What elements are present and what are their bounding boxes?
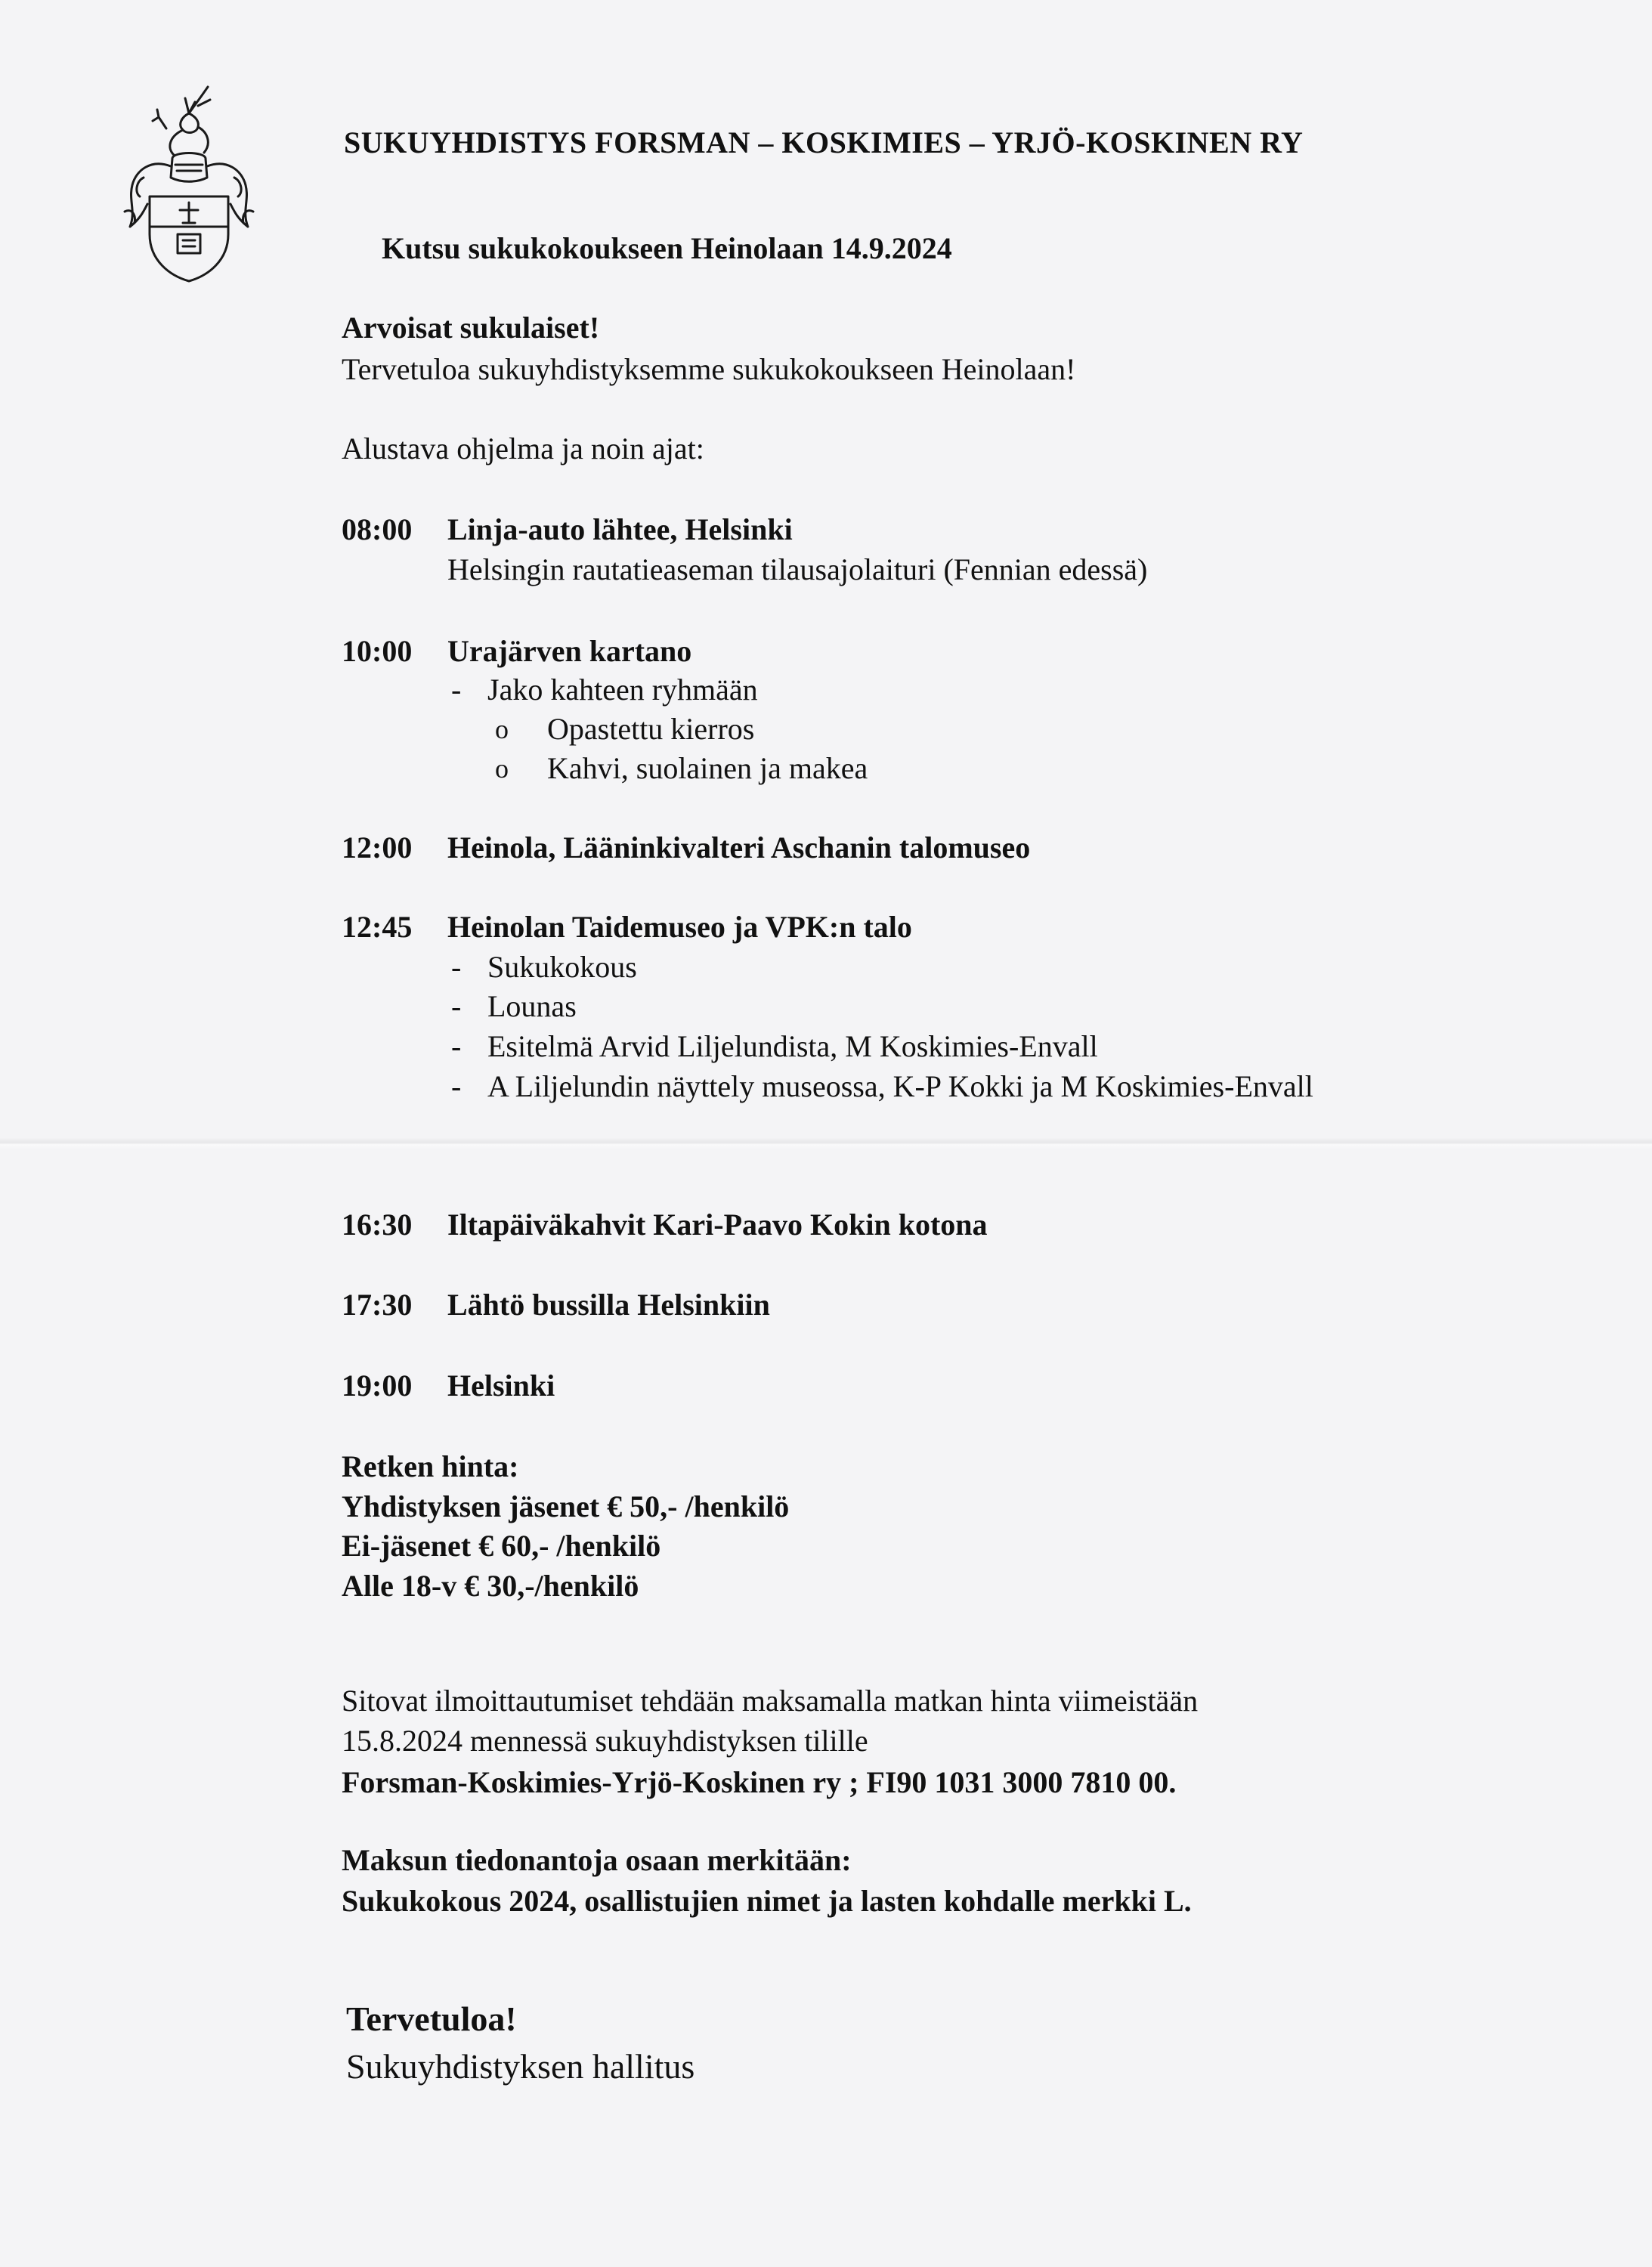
price-line: Ei-jäsenet € 60,- /henkilö: [342, 1529, 661, 1563]
registration-text: 15.8.2024 mennessä sukuyhdistyksen tilille: [342, 1724, 868, 1758]
schedule-title: Heinolan Taidemuseo ja VPK:n talo: [447, 910, 912, 944]
price-heading: Retken hinta:: [342, 1449, 519, 1483]
bullet-dash: -: [451, 1029, 462, 1063]
closing-welcome: Tervetuloa!: [346, 1999, 517, 2038]
organization-title: SUKUYHDISTYS FORSMAN – KOSKIMIES – YRJÖ-KOSKINEN RY: [344, 125, 1304, 159]
schedule-detail: Helsingin rautatieaseman tilausajolaituri (Fennian edessä): [447, 552, 1148, 586]
bullet-circle: o: [495, 753, 509, 784]
schedule-title: Urajärven kartano: [447, 634, 692, 668]
bank-account: Forsman-Koskimies-Yrjö-Koskinen ry ; FI90 1031 3000 7810 00.: [342, 1765, 1177, 1799]
schedule-title: Heinola, Lääninkivalteri Aschanin talomuseo: [447, 830, 1031, 864]
schedule-title: Linja-auto lähtee, Helsinki: [447, 512, 793, 546]
registration-text: Sitovat ilmoittautumiset tehdään maksamalla matkan hinta viimeistään: [342, 1684, 1199, 1718]
bullet-circle: o: [495, 714, 509, 744]
schedule-title: Lähtö bussilla Helsinkiin: [447, 1288, 770, 1322]
schedule-title: Helsinki: [447, 1369, 555, 1403]
salutation: Arvoisat sukulaiset!: [342, 311, 600, 345]
bullet-dash: -: [451, 1069, 462, 1103]
schedule-time: 08:00: [342, 512, 413, 546]
invitation-heading: Kutsu sukukokoukseen Heinolaan 14.9.2024: [382, 231, 952, 265]
bullet-dash: -: [451, 950, 462, 984]
welcome-text: Tervetuloa sukuyhdistyksemme sukukokoukseen Heinolaan!: [342, 352, 1076, 386]
schedule-time: 17:30: [342, 1288, 413, 1322]
schedule-time: 12:00: [342, 830, 413, 864]
list-item: A Liljelundin näyttely museossa, K-P Kokki ja M Koskimies-Envall: [487, 1069, 1313, 1103]
schedule-time: 12:45: [342, 910, 413, 944]
price-line: Alle 18-v € 30,-/henkilö: [342, 1569, 639, 1603]
payment-note-text: Sukukokous 2024, osallistujien nimet ja lasten kohdalle merkki L.: [342, 1884, 1192, 1918]
list-item: Esitelmä Arvid Liljelundista, M Koskimies-Envall: [487, 1029, 1098, 1063]
bullet-dash: -: [451, 673, 462, 707]
list-item: Opastettu kierros: [547, 712, 755, 746]
list-item: Kahvi, suolainen ja makea: [547, 751, 868, 785]
list-item: Jako kahteen ryhmään: [487, 673, 758, 707]
schedule-time: 16:30: [342, 1208, 413, 1242]
list-item: Lounas: [487, 989, 577, 1023]
schedule-time: 19:00: [342, 1369, 413, 1403]
schedule-time: 10:00: [342, 634, 413, 668]
schedule-title: Iltapäiväkahvit Kari-Paavo Kokin kotona: [447, 1208, 988, 1242]
signature: Sukuyhdistyksen hallitus: [346, 2047, 695, 2086]
list-item: Sukukokous: [487, 950, 637, 984]
price-line: Yhdistyksen jäsenet € 50,- /henkilö: [342, 1489, 790, 1523]
paper-fold: [0, 1137, 1652, 1149]
payment-note-heading: Maksun tiedonantoja osaan merkitään:: [342, 1843, 852, 1877]
bullet-dash: -: [451, 989, 462, 1023]
family-crest-icon: [113, 83, 265, 287]
program-intro: Alustava ohjelma ja noin ajat:: [342, 431, 704, 465]
